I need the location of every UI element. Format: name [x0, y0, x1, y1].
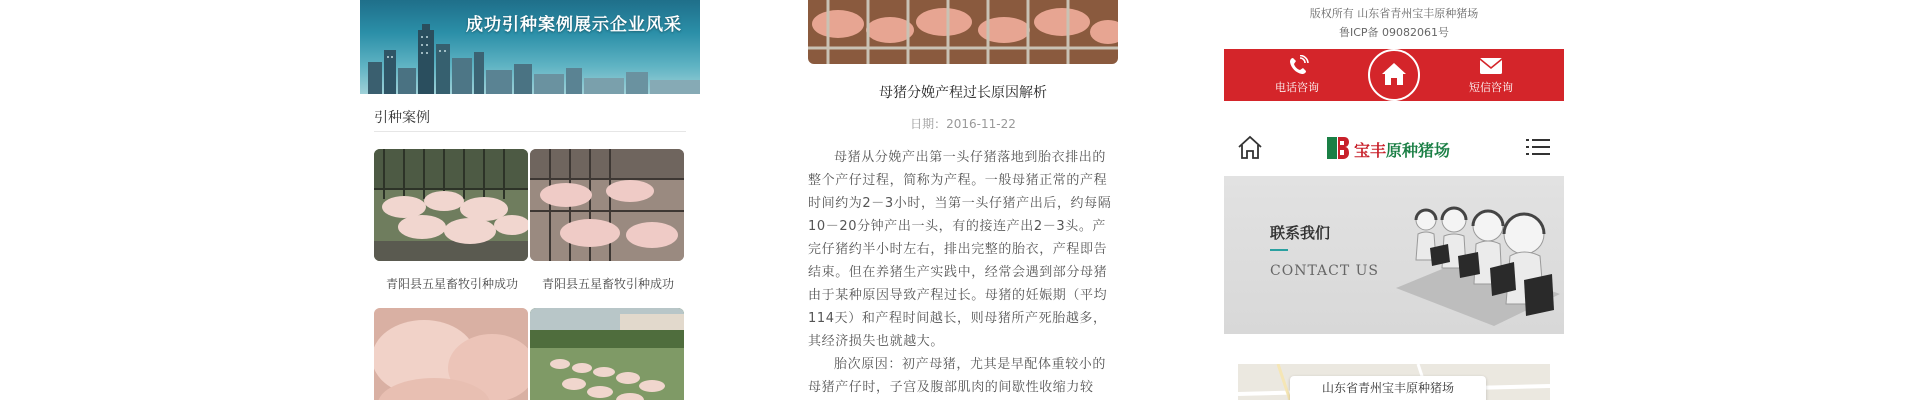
contact-subheading: CONTACT US — [1270, 263, 1380, 279]
banner-title: 成功引种案例展示企业风采 — [466, 15, 682, 35]
envelope-icon — [1478, 55, 1504, 77]
logo-mark-icon — [1326, 136, 1350, 160]
call-center-illustration — [1374, 176, 1564, 334]
article-title: 母猪分娩产程过长原因解析 — [879, 85, 1047, 101]
phone-icon — [1284, 55, 1310, 77]
case-photo[interactable] — [374, 149, 528, 261]
article-body — [808, 146, 1118, 399]
copyright-text: 版权所有 山东省青州宝丰原种猪场 — [1309, 7, 1479, 20]
article-photo — [808, 0, 1118, 64]
cases-panel — [360, 0, 700, 400]
article-date: 日期：2016-11-22 — [910, 117, 1016, 131]
home-outline-icon[interactable] — [1236, 134, 1264, 160]
piglets-crate-image — [808, 0, 1118, 64]
cases-banner[interactable] — [360, 0, 700, 94]
phone-consult-button[interactable] — [1242, 55, 1352, 95]
case-card[interactable] — [530, 149, 686, 292]
case-card[interactable] — [374, 308, 530, 400]
contact-divider — [1270, 249, 1288, 251]
article-panel — [808, 0, 1118, 400]
case-label[interactable]: 青阳县五星畜牧引种成功 — [541, 277, 674, 291]
logo-text-red: 宝丰 — [1354, 141, 1387, 160]
contact-heading: 联系我们 — [1270, 224, 1331, 242]
home-icon — [1380, 60, 1408, 88]
section-title: 引种案例 — [374, 110, 430, 126]
case-card[interactable] — [530, 308, 686, 400]
pig-pen-image — [530, 149, 684, 261]
sms-consult-label: 短信咨询 — [1469, 81, 1513, 94]
article-paragraph: 母猪从分娩产出第一头仔猪落地到胎衣排出的整个产仔过程，简称为产程。一般母猪正常的产程时间约为2－3小时，当第一头仔猪产出后，约每隔10－20分钟产出一头，有的接连产出2－3头。产完仔猪约半小时左右，排出完整的胎衣，产程即告结束。但在养猪生产实践中，经常会遇到部分母猪由于某种原因导致产程过长。母猪的妊娠期（平均114天）和产程时间越长，则母猪所产死胎越多，其经济损失也就越大。 — [808, 150, 1112, 349]
contact-banner[interactable] — [1224, 176, 1564, 334]
site-header — [1224, 126, 1564, 170]
logo-text-green: 原种猪场 — [1386, 141, 1451, 160]
menu-icon[interactable] — [1526, 136, 1550, 158]
location-map[interactable] — [1238, 364, 1550, 400]
pig-closeup-image — [374, 308, 528, 400]
mobile-site-panel — [1224, 0, 1564, 400]
pig-pen-image — [374, 149, 528, 261]
contact-bar — [1224, 49, 1564, 101]
logo-text — [1354, 138, 1450, 161]
case-photo[interactable] — [530, 308, 684, 400]
sms-consult-button[interactable] — [1436, 55, 1546, 95]
section-divider — [374, 131, 686, 132]
icp-text[interactable]: 鲁ICP备 09082061号 — [1338, 26, 1450, 39]
case-photo[interactable] — [530, 149, 684, 261]
phone-consult-label: 电话咨询 — [1275, 81, 1319, 94]
home-button[interactable] — [1368, 49, 1420, 101]
case-photo[interactable] — [374, 308, 528, 400]
article-paragraph: 胎次原因：初产母猪，尤其是早配体重较小的母猪产仔时，子宫及腹部肌肉的间歇性收缩力较 — [808, 357, 1107, 395]
case-label[interactable]: 青阳县五星畜牧引种成功 — [385, 277, 518, 291]
pig-field-image — [530, 308, 684, 400]
case-card[interactable] — [374, 149, 530, 292]
map-location-label: 山东省青州宝丰原种猪场 — [1290, 376, 1486, 400]
